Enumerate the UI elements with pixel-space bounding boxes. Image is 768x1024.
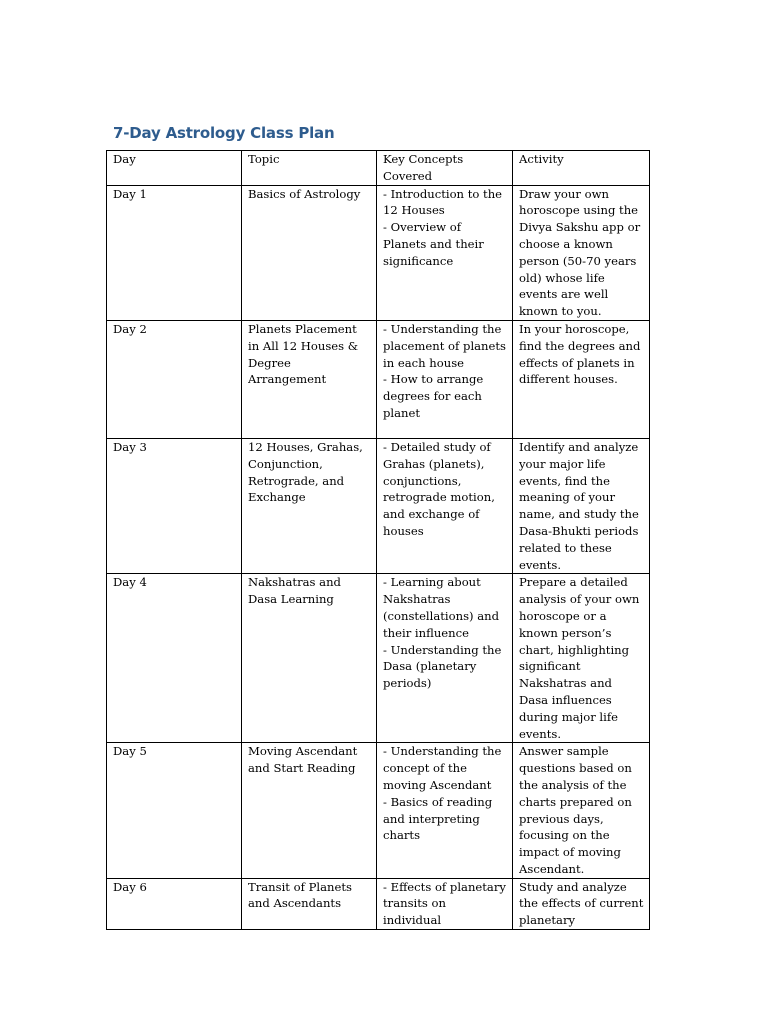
- header-cell-day: Day: [107, 151, 242, 186]
- topic-cell: 12 Houses, Grahas, Conjunction, Retrograde, and Exchange: [242, 438, 377, 573]
- activity-cell: Prepare a detailed analysis of your own horoscope or a known person’s chart, highlighting significant Nakshatras and Dasa influences during major life events.: [513, 574, 650, 743]
- activity-cell: Study and analyze the effects of current planetary: [513, 878, 650, 929]
- topic-cell: Nakshatras and Dasa Learning: [242, 574, 377, 743]
- table-row: [107, 185, 650, 320]
- activity-cell: In your horoscope, find the degrees and effects of planets in different houses.: [513, 320, 650, 438]
- header-cell-topic: Topic: [242, 151, 377, 186]
- activity-cell: Identify and analyze your major life events, find the meaning of your name, and study the Dasa-Bhukti periods related to these events.: [513, 438, 650, 573]
- concepts-cell: - Understanding the placement of planets in each house - How to arrange degrees for each planet: [377, 320, 513, 438]
- concepts-cell: - Learning about Nakshatras (constellations) and their influence - Understanding the Dasa (planetary periods): [377, 574, 513, 743]
- topic-cell: Transit of Planets and Ascendants: [242, 878, 377, 929]
- topic-cell: Moving Ascendant and Start Reading: [242, 743, 377, 878]
- day-cell: Day 5: [107, 743, 242, 878]
- day-cell: Day 2: [107, 320, 242, 438]
- table-row: [107, 438, 650, 573]
- day-cell: Day 4: [107, 574, 242, 743]
- table-row: [107, 743, 650, 878]
- document-title: 7-Day Astrology Class Plan: [113, 124, 335, 142]
- concepts-cell: - Understanding the concept of the moving Ascendant - Basics of reading and interpreting charts: [377, 743, 513, 878]
- day-cell: Day 1: [107, 185, 242, 320]
- class-plan-table: [106, 150, 650, 930]
- activity-cell: Draw your own horoscope using the Divya Sakshu app or choose a known person (50-70 years old) whose life events are well known to you.: [513, 185, 650, 320]
- table-header-row: [107, 151, 650, 186]
- concepts-cell: - Introduction to the 12 Houses - Overview of Planets and their significance: [377, 185, 513, 320]
- activity-cell: Answer sample questions based on the analysis of the charts prepared on previous days, focusing on the impact of moving Ascendant.: [513, 743, 650, 878]
- header-cell-key-concepts: Key Concepts Covered: [377, 151, 513, 186]
- table-row: [107, 878, 650, 929]
- topic-cell: Planets Placement in All 12 Houses & Degree Arrangement: [242, 320, 377, 438]
- day-cell: Day 3: [107, 438, 242, 573]
- topic-cell: Basics of Astrology: [242, 185, 377, 320]
- table-row: [107, 320, 650, 438]
- header-cell-activity: Activity: [513, 151, 650, 186]
- day-cell: Day 6: [107, 878, 242, 929]
- table-row: [107, 574, 650, 743]
- concepts-cell: - Effects of planetary transits on individual: [377, 878, 513, 929]
- concepts-cell: - Detailed study of Grahas (planets), conjunctions, retrograde motion, and exchange of houses: [377, 438, 513, 573]
